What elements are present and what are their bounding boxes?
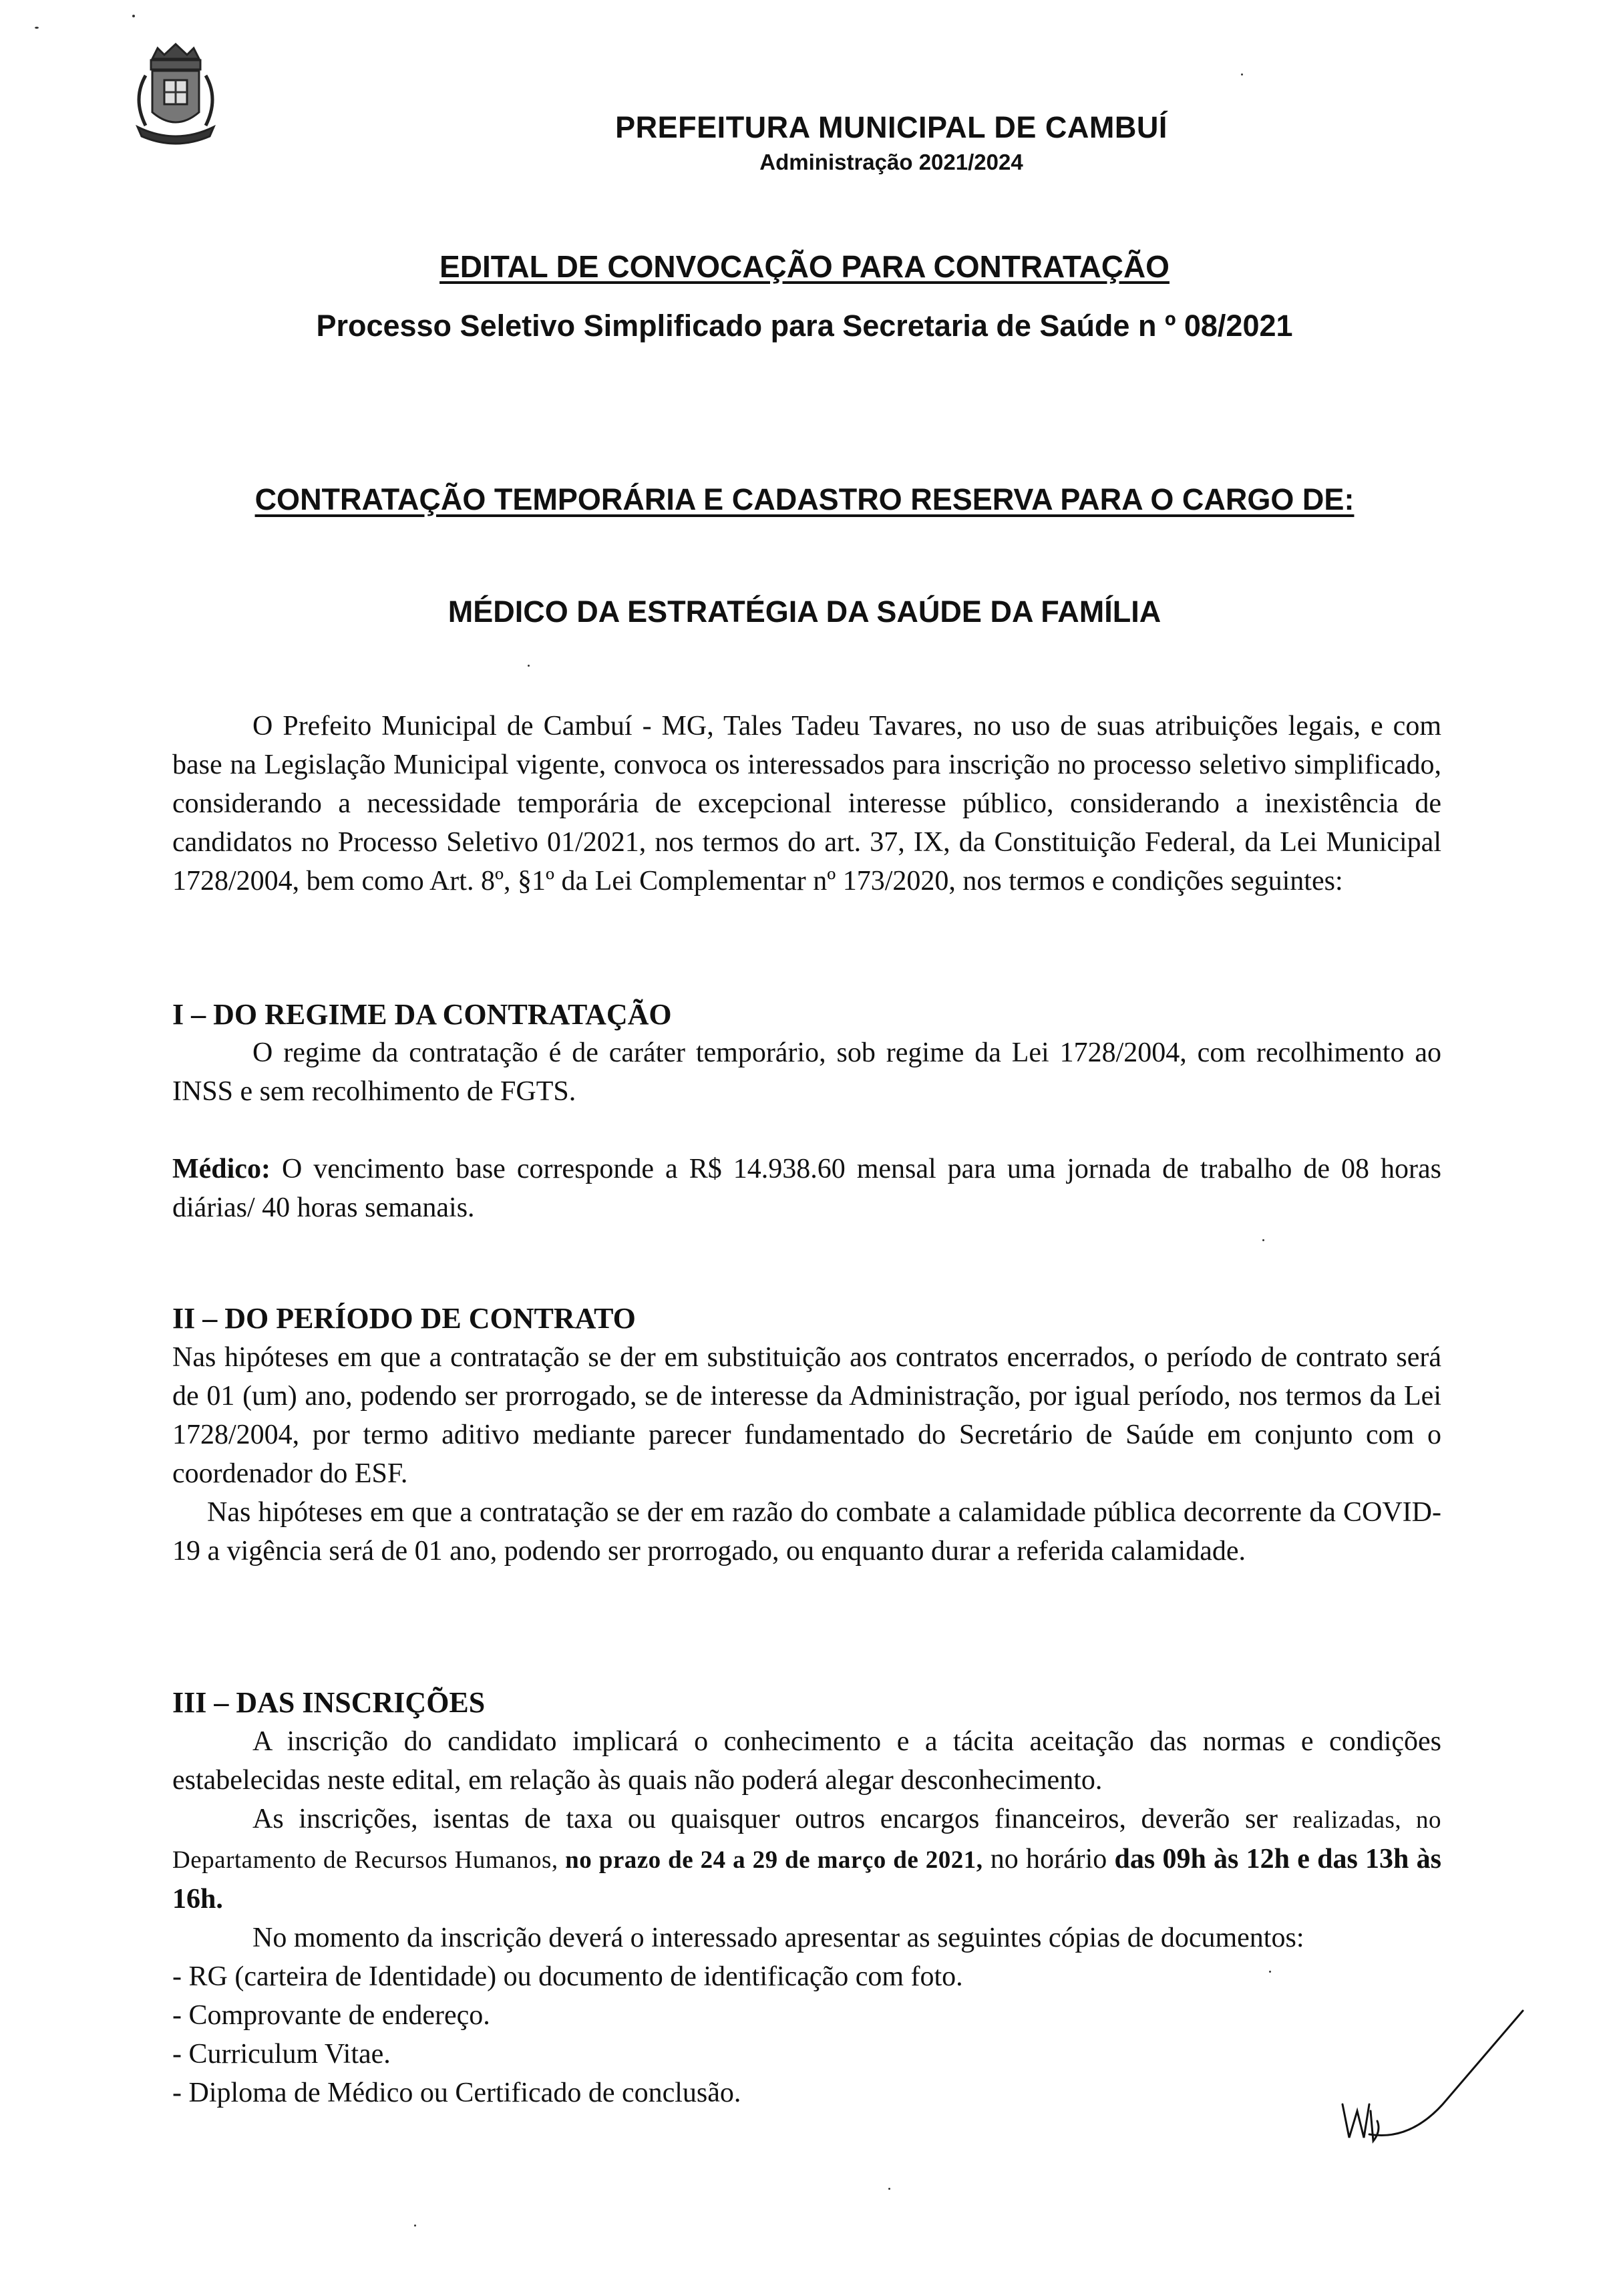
medico-salary-text: O vencimento base corresponde a R$ 14.938.60 mensal para uma jornada de trabalho de 08 horas diárias/ 40 horas semanais.	[172, 1154, 1441, 1223]
edital-title: EDITAL DE CONVOCAÇÃO PARA CONTRATAÇÃO	[439, 249, 1170, 284]
section-2-paragraph-1: Nas hipóteses em que a contratação se der em substituição aos contratos encerrados, o período de contrato será de 01 (um) ano, podendo ser prorrogado, se de interesse da Administração, por igual período, nos termos da Lei 1728/2004, por termo aditivo mediante parecer fundamentado do Secretário de Saúde em conjunto com o coordenador do ESF.	[172, 1342, 1441, 1489]
cargo-heading: CONTRATAÇÃO TEMPORÁRIA E CADASTRO RESERVA PARA O CARGO DE:	[254, 482, 1355, 516]
inscricoes-text-3: no horário	[982, 1844, 1115, 1874]
medico-label: Médico:	[172, 1154, 271, 1184]
section-1-paragraph: O regime da contratação é de caráter temporário, sob regime da Lei 1728/2004, com recolhimento ao INSS e sem recolhimento de FGTS.	[172, 1037, 1441, 1107]
document-list-item: - RG (carteira de Identidade) ou documento de identificação com foto.	[172, 1961, 963, 1992]
document-list-item: - Curriculum Vitae.	[172, 2039, 391, 2070]
scan-speck	[888, 2188, 890, 2190]
inscricoes-hours: das 09h às 12h e das 13h às 16h.	[172, 1844, 1442, 1915]
section-3-body	[172, 1722, 1441, 2112]
scan-speck	[132, 15, 135, 17]
scan-speck	[528, 665, 530, 667]
scan-speck	[414, 2225, 416, 2227]
cargo-title: MÉDICO DA ESTRATÉGIA DA SAÚDE DA FAMÍLIA	[448, 595, 1161, 629]
organization-name: PREFEITURA MUNICIPAL DE CAMBUÍ	[615, 110, 1168, 144]
scan-speck	[1269, 1971, 1271, 1973]
inscricoes-deadline: no prazo de 24 a 29 de março de 2021,	[565, 1846, 983, 1874]
handwritten-initials-signature-icon	[1329, 2004, 1530, 2151]
section-2-body	[172, 1338, 1441, 1571]
section-3-paragraph-2	[172, 1800, 1441, 1919]
inscricoes-text-2: realizadas, no Departamento de Recursos Humanos,	[172, 1806, 1441, 1874]
intro-section	[172, 707, 1441, 900]
document-list-item: - Comprovante de endereço.	[172, 2000, 490, 2031]
processo-subtitle: Processo Seletivo Simplificado para Secretaria de Saúde n º 08/2021	[316, 309, 1293, 343]
medico-salary-paragraph	[172, 1150, 1441, 1227]
section-3-title: III – DAS INSCRIÇÕES	[172, 1686, 486, 1719]
intro-paragraph: O Prefeito Municipal de Cambuí - MG, Tales Tadeu Tavares, no uso de suas atribuições legais, e com base na Legislação Municipal vigente, convoca os interessados para inscrição no processo seletivo simplificado, considerando a necessidade temporária de excepcional interesse público, considerando a inexistência de candidatos no Processo Seletivo 01/2021, nos termos do art. 37, IX, da Constituição Federal, da Lei Municipal 1728/2004, bem como Art. 8º, §1º da Lei Complementar nº 173/2020, nos termos e condições seguintes:	[172, 711, 1441, 896]
inscricoes-text-1: As inscrições, isentas de taxa ou quaisquer outros encargos financeiros, deverão ser	[252, 1804, 1293, 1834]
administration-period: Administração 2021/2024	[759, 150, 1023, 174]
section-2-title: II – DO PERÍODO DE CONTRATO	[172, 1302, 636, 1335]
scan-speck	[1241, 73, 1243, 75]
scan-speck	[35, 27, 39, 29]
section-3-paragraph-3: No momento da inscrição deverá o interessado apresentar as seguintes cópias de documentos:	[252, 1923, 1304, 1953]
document-list-item: - Diploma de Médico ou Certificado de conclusão.	[172, 2078, 741, 2108]
scan-speck	[1262, 1239, 1264, 1241]
section-2-paragraph-2: Nas hipóteses em que a contratação se der em razão do combate a calamidade pública decorrente da COVID-19 a vigência será de 01 ano, podendo ser prorrogado, ou enquanto durar a referida calamidade.	[172, 1497, 1441, 1567]
section-1-title: I – DO REGIME DA CONTRATAÇÃO	[172, 998, 672, 1031]
section-3-paragraph-1: A inscrição do candidato implicará o conhecimento e a tácita aceitação das normas e condições estabelecidas neste edital, em relação às quais não poderá alegar desconhecimento.	[172, 1726, 1441, 1796]
section-1-body	[172, 1033, 1441, 1227]
